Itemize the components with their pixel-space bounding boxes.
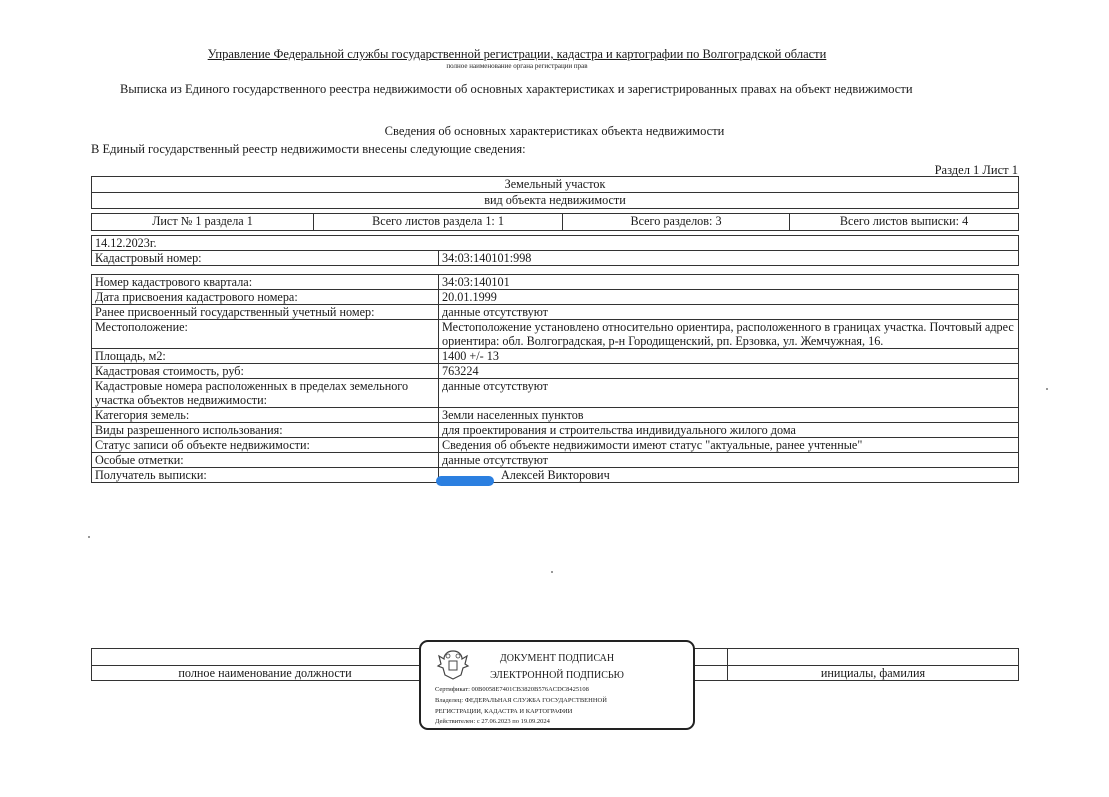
table-row	[92, 453, 1019, 468]
row-label: Кадастровая стоимость, руб:	[92, 364, 439, 379]
row-value: 34:03:140101	[439, 275, 1019, 290]
sheet-info-table	[91, 213, 1019, 231]
scan-speck	[1046, 388, 1048, 390]
electronic-signature-stamp	[419, 640, 695, 730]
table-row	[92, 379, 1019, 408]
row-label: Виды разрешенного использования:	[92, 423, 439, 438]
agency-name: Управление Федеральной службы государственной регистрации, кадастра и картографии по Волгоградской области	[207, 47, 827, 61]
characteristics-table	[91, 274, 1019, 483]
name-caption: инициалы, фамилия	[728, 666, 1019, 681]
object-type-table	[91, 176, 1019, 209]
row-value: данные отсутствуют	[439, 305, 1019, 320]
table-row	[92, 349, 1019, 364]
intro-text: В Единый государственный реестр недвижимости внесены следующие сведения:	[91, 142, 526, 156]
row-label: Статус записи об объекте недвижимости:	[92, 438, 439, 453]
row-label: Ранее присвоенный государственный учетный номер:	[92, 305, 439, 320]
redaction-mark	[436, 476, 494, 486]
row-value: 1400 +/- 13	[439, 349, 1019, 364]
table-row	[92, 275, 1019, 290]
cadastral-table	[91, 235, 1019, 266]
row-value: Сведения об объекте недвижимости имеют статус "актуальные, ранее учтенные"	[439, 438, 1019, 453]
row-value: данные отсутствуют	[439, 453, 1019, 468]
object-type: Земельный участок	[92, 177, 1019, 193]
signature-owner-1: Владелец: ФЕДЕРАЛЬНАЯ СЛУЖБА ГОСУДАРСТВЕННОЙ	[435, 697, 607, 704]
row-label: Местоположение:	[92, 320, 439, 349]
section-reference: Раздел 1 Лист 1	[934, 163, 1018, 177]
row-label: Особые отметки:	[92, 453, 439, 468]
row-value: для проектирования и строительства индивидуального жилого дома	[439, 423, 1019, 438]
sections-total: Всего разделов: 3	[563, 214, 790, 231]
object-type-caption: вид объекта недвижимости	[92, 193, 1019, 209]
row-value: 763224	[439, 364, 1019, 379]
table-row	[92, 408, 1019, 423]
table-row	[92, 290, 1019, 305]
position-caption: полное наименование должности	[92, 666, 439, 681]
recipient-name: Алексей Викторович	[501, 468, 610, 482]
row-label: Категория земель:	[92, 408, 439, 423]
signature-heading-2: ЭЛЕКТРОННОЙ ПОДПИСЬЮ	[490, 670, 624, 681]
scan-speck	[551, 571, 553, 573]
row-label: Площадь, м2:	[92, 349, 439, 364]
agency-note: полное наименование органа регистрации прав	[446, 62, 588, 70]
row-label: Получатель выписки:	[92, 468, 439, 483]
signature-heading-1: ДОКУМЕНТ ПОДПИСАН	[499, 653, 615, 664]
sheets-total: Всего листов выписки: 4	[790, 214, 1019, 231]
signature-owner-2: РЕГИСТРАЦИИ, КАДАСТРА И КАРТОГРАФИИ	[435, 708, 573, 715]
table-row	[92, 320, 1019, 349]
sheet-number: Лист № 1 раздела 1	[92, 214, 314, 231]
row-label: Номер кадастрового квартала:	[92, 275, 439, 290]
row-value: Земли населенных пунктов	[439, 408, 1019, 423]
row-value: Местоположение установлено относительно ориентира, расположенного в границах участка. Почтовый адрес ориентира: обл. Волгоградская, р-н Городищенский, рп. Ерзовка, ул. Жемчужная, 16.	[439, 320, 1019, 349]
signature-certificate: Сертификат: 00B0058E7401CB3820B576ACDC8425108	[435, 686, 589, 693]
row-label: Дата присвоения кадастрового номера:	[92, 290, 439, 305]
row-value: 20.01.1999	[439, 290, 1019, 305]
row-label: Кадастровые номера расположенных в пределах земельного участка объектов недвижимости:	[92, 379, 439, 408]
scan-speck	[88, 536, 90, 538]
extract-date: 14.12.2023г.	[92, 236, 1019, 251]
row-value: данные отсутствуют	[439, 379, 1019, 408]
sheets-in-section: Всего листов раздела 1: 1	[314, 214, 563, 231]
position-cell	[92, 649, 439, 666]
document-subtitle: Сведения об основных характеристиках объекта недвижимости	[384, 124, 725, 138]
cadastral-label: Кадастровый номер:	[92, 251, 439, 266]
table-row	[92, 364, 1019, 379]
row-value	[439, 468, 1019, 483]
table-row	[92, 305, 1019, 320]
signature-validity: Действителен: с 27.06.2023 по 19.09.2024	[435, 718, 550, 725]
table-row	[92, 468, 1019, 483]
cadastral-value: 34:03:140101:998	[439, 251, 1019, 266]
table-row	[92, 438, 1019, 453]
table-row	[92, 423, 1019, 438]
name-cell	[728, 649, 1019, 666]
document-title: Выписка из Единого государственного реестра недвижимости об основных характеристиках и зарегистрированных правах на объект недвижимости	[120, 82, 913, 96]
